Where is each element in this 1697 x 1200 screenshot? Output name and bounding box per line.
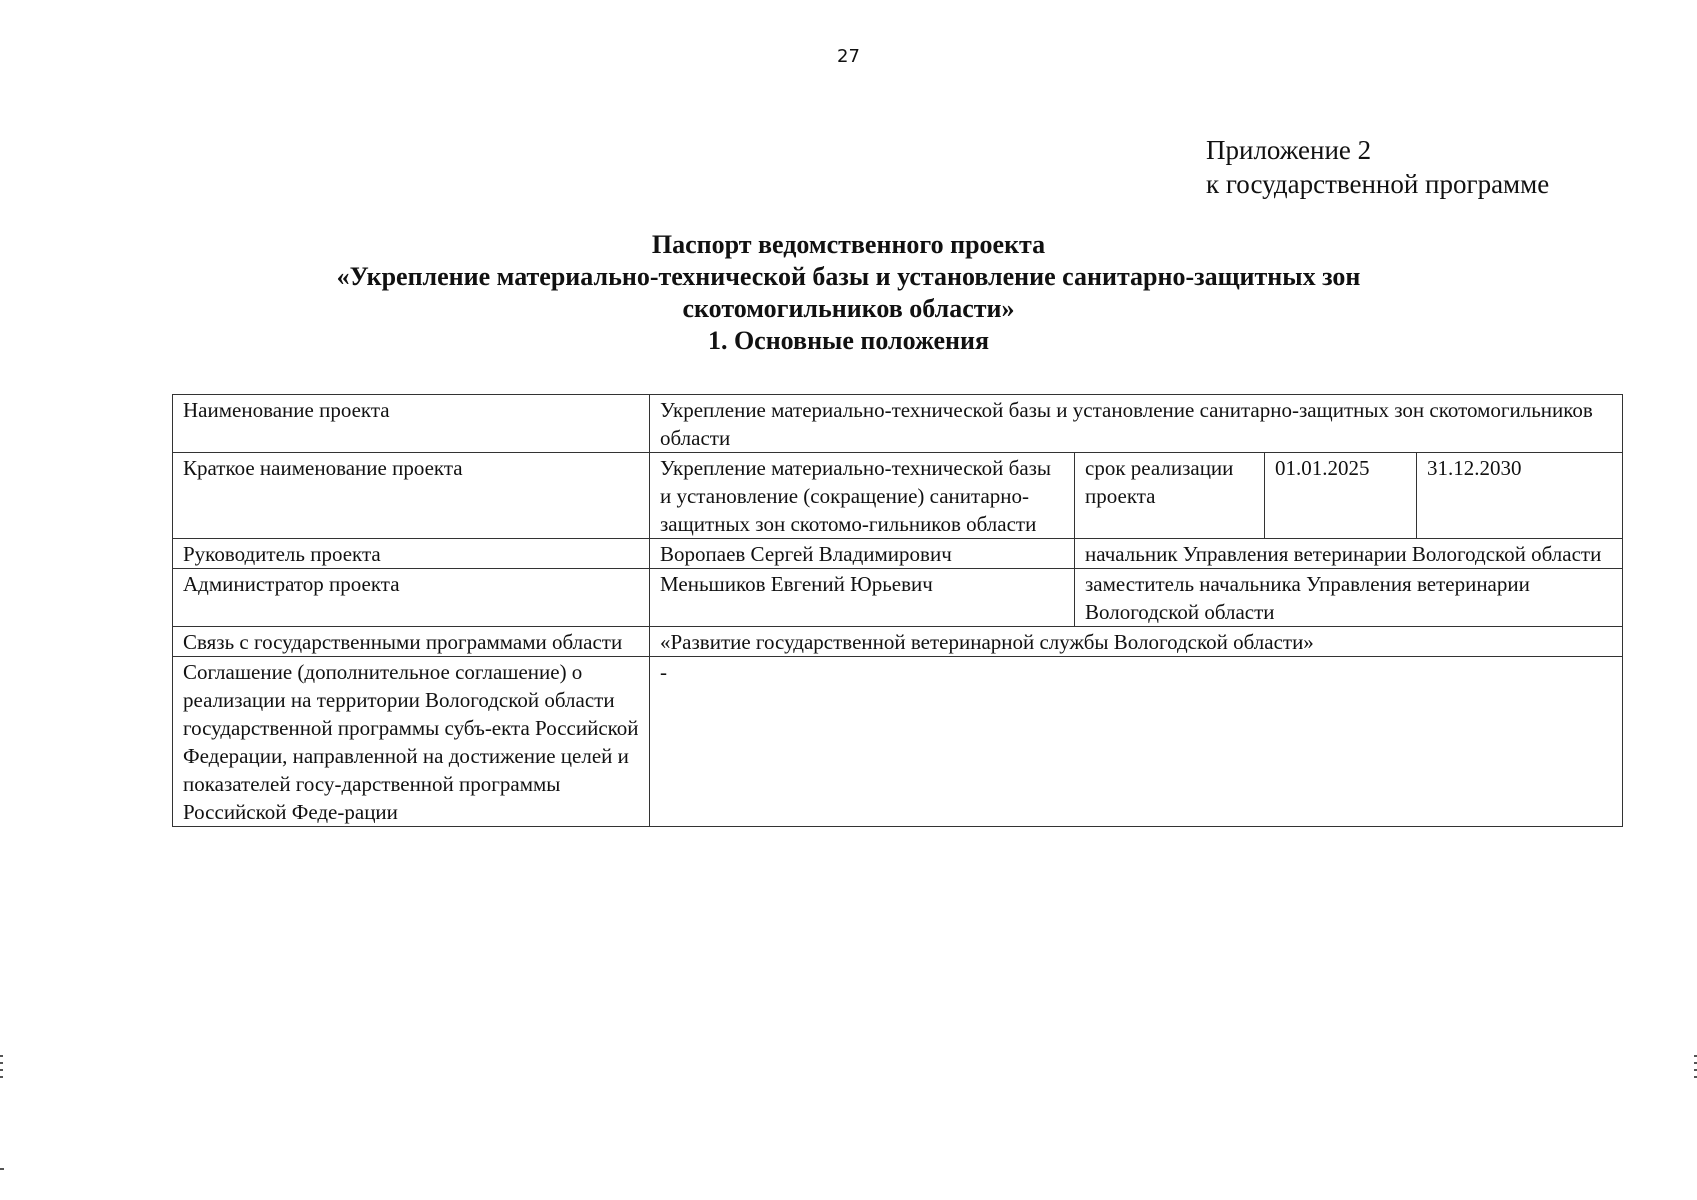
table-row xyxy=(173,453,1623,539)
title-line-1: Паспорт ведомственного проекта xyxy=(651,230,1046,259)
page-number: 27 xyxy=(837,46,860,67)
project-admin-position: заместитель начальника Управления ветеринарии Вологодской области xyxy=(1075,569,1623,627)
start-date: 01.01.2025 xyxy=(1265,453,1417,539)
project-head-name: Воропаев Сергей Владимирович xyxy=(650,539,1075,569)
table-row xyxy=(173,657,1623,827)
row-label-project-admin: Администратор проекта xyxy=(173,569,650,627)
row-label-project-head: Руководитель проекта xyxy=(173,539,650,569)
short-name-value: Укрепление материально-технической базы и установление (сокращение) санитарно-защитных зон скотомо-гильников области xyxy=(650,453,1075,539)
title-line-3: скотомогильников области» xyxy=(682,294,1015,323)
table-row xyxy=(173,539,1623,569)
appendix-line-2: к государственной программе xyxy=(1206,169,1550,199)
term-label: срок реализации проекта xyxy=(1075,453,1265,539)
row-label-agreement: Соглашение (дополнительное соглашение) о реализации на территории Вологодской области государственной программы субъ-екта Российской Федерации, направленной на достижение целей и показателей госу-дарственной программы Российской Феде-рации xyxy=(173,657,650,827)
table-row xyxy=(173,627,1623,657)
project-head-position: начальник Управления ветеринарии Вологодской области xyxy=(1075,539,1623,569)
project-name-value: Укрепление материально-технической базы и установление санитарно-защитных зон скотомогильников области xyxy=(650,395,1623,453)
row-label-program-link: Связь с государственными программами области xyxy=(173,627,650,657)
table-row xyxy=(173,569,1623,627)
document-title xyxy=(0,229,1697,357)
row-label-short-name: Краткое наименование проекта xyxy=(173,453,650,539)
appendix-note xyxy=(1206,133,1549,201)
project-passport-table xyxy=(172,394,1623,827)
agreement-value: - xyxy=(650,657,1623,827)
corner-mark xyxy=(0,1168,4,1170)
row-label-project-name: Наименование проекта xyxy=(173,395,650,453)
title-line-2: «Укрепление материально-технической базы и установление санитарно-защитных зон xyxy=(336,262,1361,291)
section-heading: 1. Основные положения xyxy=(707,326,990,355)
program-link-value: «Развитие государственной ветеринарной службы Вологодской области» xyxy=(650,627,1623,657)
table-row xyxy=(173,395,1623,453)
left-edge-marks xyxy=(0,1055,3,1083)
project-admin-name: Меньшиков Евгений Юрьевич xyxy=(650,569,1075,627)
appendix-line-1: Приложение 2 xyxy=(1206,135,1372,165)
end-date: 31.12.2030 xyxy=(1417,453,1623,539)
